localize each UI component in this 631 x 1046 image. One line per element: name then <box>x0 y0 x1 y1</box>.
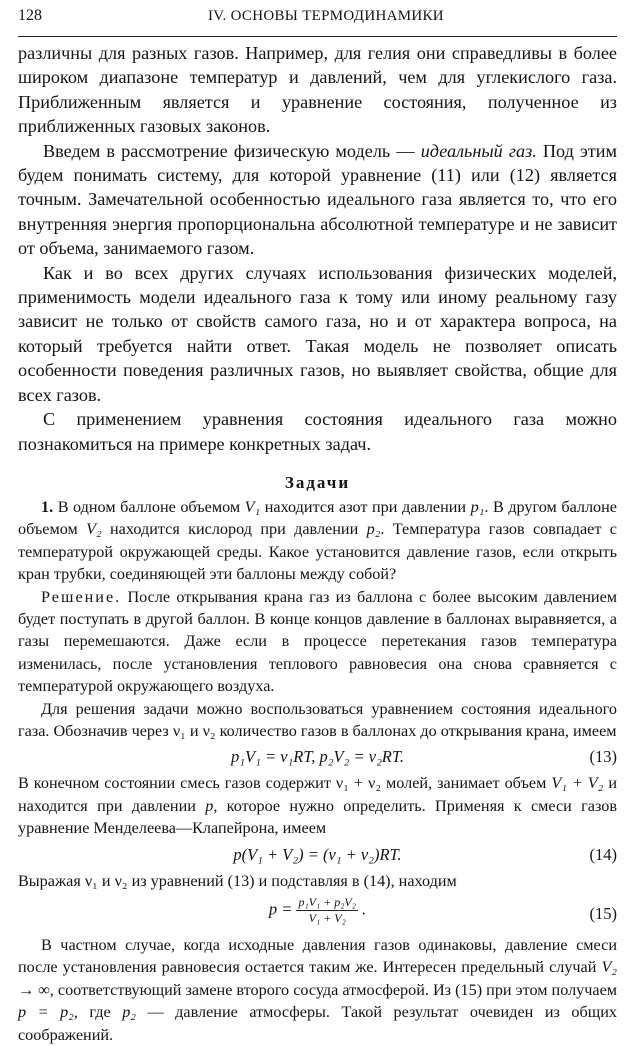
paragraph: Введем в рассмотрение физическую модель — идеальный газ. Под этим будем понимать систему, для которой уравнение (11) или (12) является точным. Замечательной особенностью идеального газа является то, что его внутренняя энергия пропорциональна абсолютной температуре и не зависит от объема, занимаемого газом. <box>18 140 617 259</box>
paragraph: С применением уравнения состояния идеального газа можно познакомиться на примере конкретных задач. <box>18 409 617 454</box>
running-header <box>18 2 617 37</box>
equation-number: (14) <box>589 844 617 864</box>
fraction: $\frac{\text{p₁V₁ + p₂V₂}}{\text{V₁ + V₂}}$ <box>298 895 356 925</box>
paragraph: Как и во всех других случаях использования физических моделей, применимость модели идеального газа к тому или иному реальному газу зависит не только от свойств самого газа, но и от характера вопроса, на который требуется найти ответ. Такая модель не позволяет описать особенности поведения различных газов, но выявляет свойства, общие для всех газов. <box>18 262 617 405</box>
paragraph: различны для разных газов. Например, для гелия они справедливы в более широком диапазоне температур и давлений, чем для углекислого газа. Приближенным является и уравнение состояния, полученное из приближенных газовых законов. <box>18 43 617 137</box>
solution-paragraph: Решение. После открывания крана газ из баллона с более высоким давлением будет поступать в другой баллон. В конце концов давление в баллонах выравняется, а газы перемешаются. Даже если в процессе перетекания газов температура изменилась, после установления теплового равновесия она снова сравняется с температурой окружающего воздуха. <box>18 587 617 696</box>
section-title: Задачи <box>284 472 351 492</box>
intro-text <box>18 41 617 456</box>
solution-label: Решение. <box>41 587 122 606</box>
page-number: 128 <box>18 7 42 24</box>
solution-paragraph: Выражая ν₁ и ν₂ из уравнений (13) и подставляя в (14), находим <box>18 871 457 890</box>
equation-number: (15) <box>589 904 617 923</box>
problem-number: 1. <box>41 497 54 516</box>
equation-14: p(V₁ + V₂) = (ν₁ + ν₂)RT. (14) <box>233 844 617 864</box>
problem-statement: 1. В одном баллоне объемом V₁ находится азот при давлении p₁. В другом баллоне объемом V₂ находится кислород при давлении p₂. Температура газов совпадает с температурой окружающей среды. Какое установится давление газов, если открыть кран трубки, соединяющей эти баллоны между собой? <box>18 497 617 584</box>
solution-paragraph: В конечном состоянии смесь газов содержит ν₁ + ν₂ молей, занимает объем V₁ + V₂ и находится при давлении p, которое нужно определить. Применяя к смеси газов уравнение Менделеева—Клапейрона, имеем <box>18 774 617 838</box>
equation-15: p = $\frac{\text{p₁V₁ + p₂V₂}}{\text{V₁ + V₂}}$ . (15) <box>268 895 617 925</box>
equation-number: (13) <box>589 747 617 767</box>
solution-paragraph: В частном случае, когда исходные давления газов одинаковы, давление смеси после установления равновесия остается таким же. Интересен предельный случай V₂ → ∞, соответствующий замене второго сосуда атмосферой. Из (15) при этом получаем p = p₂, где p₂ — давление атмосферы. Такой результат очевиден из общих соображений. <box>18 936 618 1044</box>
running-title: IV. ОСНОВЫ ТЕРМОДИНАМИКИ <box>208 8 444 24</box>
problem-section <box>18 496 617 1046</box>
solution-paragraph: Для решения задачи можно воспользоваться уравнением состояния идеального газа. Обозначив через ν₁ и ν₂ количество газов в баллонах до открывания крана, имеем <box>18 699 617 740</box>
equation-13: p₁V₁ = ν₁RT, p₂V₂ = ν₂RT. (13) <box>231 747 617 767</box>
term-ideal-gas: идеальный газ. <box>420 140 537 161</box>
